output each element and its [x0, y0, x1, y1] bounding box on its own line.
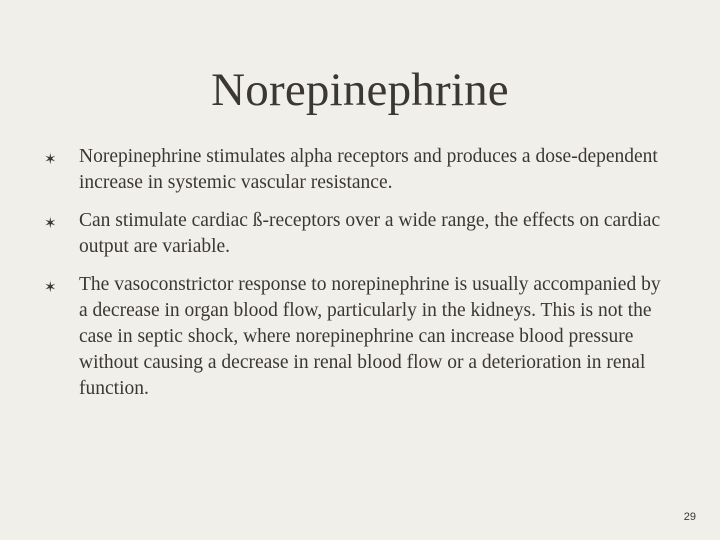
- bullet-text: Can stimulate cardiac ß-receptors over a wide range, the effects on cardiac output are variable.: [79, 210, 661, 257]
- bullet-text: The vasoconstrictor response to norepinephrine is usually accompanied by a decrease in organ blood flow, particularly in the kidneys. This is not the case in septic shock, where norepinephrine can increase blood pressure without causing a decrease in renal blood flow or a deterioration in renal function.: [79, 274, 661, 399]
- bullet-item: [44, 272, 664, 402]
- bullet-item: [44, 144, 664, 196]
- bullet-list: [44, 144, 664, 414]
- bullet-text: Norepinephrine stimulates alpha receptors and produces a dose-dependent increase in systemic vascular resistance.: [79, 146, 658, 193]
- star-bullet-icon: ✶: [44, 150, 57, 168]
- star-bullet-icon: ✶: [44, 214, 57, 232]
- slide-title: Norepinephrine: [211, 64, 509, 116]
- star-bullet-icon: ✶: [44, 278, 57, 296]
- page-number: 29: [683, 511, 696, 523]
- bullet-item: [44, 208, 664, 260]
